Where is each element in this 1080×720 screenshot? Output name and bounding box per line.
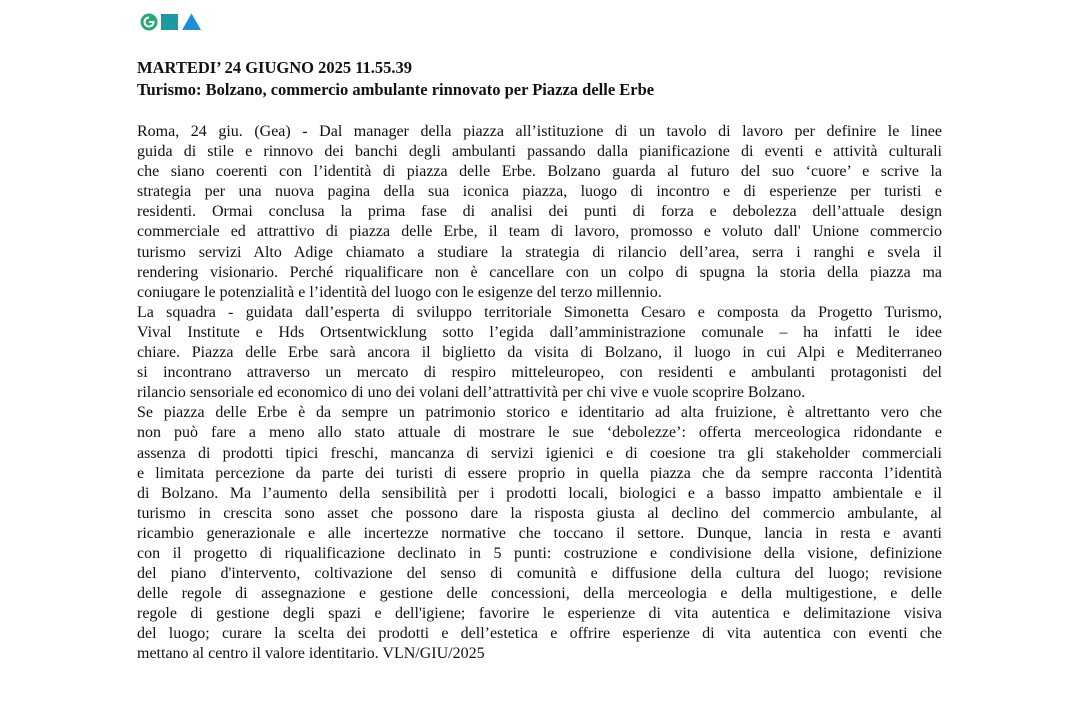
article-line: guida di stile e rinnovo dei banchi degli ambulanti passando dalla pianificazione di eventi e attività culturali — [137, 143, 942, 161]
article-line: Se piazza delle Erbe è da sempre un patrimonio storico e identitario ad alta fruizione, è altrettanto vero che — [137, 404, 942, 422]
article-line: turismo servizi Alto Adige chiamato a studiare la strategia di rilancio dell’area, serra i ranghi e svela il — [137, 243, 942, 261]
article-line: si incontrano attraverso un mercato di respiro mitteleuropeo, con residenti e ambulanti protagonisti del — [137, 364, 942, 382]
article-line: turismo in crescita sono asset che possono dare la risposta giusta al declino del commercio ambulante, al — [137, 504, 942, 522]
article-line: coniugare le potenzialità e l’identità del luogo con le esigenze del terzo millennio. — [137, 283, 662, 301]
gea-logo-icon — [140, 11, 204, 33]
article-line: di Bolzano. Ma l’aumento della sensibilità per i prodotti locali, biologici e a basso impatto ambientale e il — [137, 484, 942, 502]
article-line: residenti. Ormai conclusa la prima fase di analisi dei punti di forza e debolezza dell’attuale design — [137, 203, 942, 221]
article-line: La squadra - guidata dall’esperta di sviluppo territoriale Simonetta Cesaro e composta da Progetto Turismo, — [137, 303, 942, 321]
article-line: del luogo; curare la scelta dei prodotti e dell’estetica e offrire esperienze di vita autentica con eventi che — [137, 625, 942, 643]
article-line: non può fare a meno allo stato attuale di mostrare le sue ‘debolezze’: offerta merceologica ridondante e — [137, 424, 942, 442]
article-body — [137, 122, 942, 665]
article-line: delle regole di assegnazione e gestione delle concessioni, della merceologia e della multigestione, e delle — [137, 585, 942, 603]
article-line: e limitata percezione da parte dei turisti di essere proprio in quella piazza che da sempre racconta l’identità — [137, 464, 942, 482]
article-line: mettano al centro il valore identitario. VLN/GIU/2025 — [137, 645, 485, 663]
article-line: Vival Institute e Hds Ortsentwicklung sotto l’egida dall’amministrazione comunale – ha infatti le idee — [137, 323, 942, 341]
article-line: con il progetto di riqualificazione declinato in 5 punti: costruzione e condivisione della visione, definizione — [137, 544, 942, 562]
article-line: rendering visionario. Perché riqualificare non è cancellare con un colpo di spugna la storia della piazza ma — [137, 263, 942, 281]
article-line: del piano d'intervento, coltivazione del senso di comunità e diffusione della cultura del luogo; revisione — [137, 565, 942, 583]
article-line: Roma, 24 giu. (Gea) - Dal manager della piazza all’istituzione di un tavolo di lavoro per definire le linee — [137, 123, 942, 140]
article-line: regole di gestione degli spazi e dell'igiene; favorire le esperienze di vita autentica e delimitazione visiva — [137, 605, 942, 623]
article-line: rilancio sensoriale ed economico di uno dei volani dell’attrattività per chi vive e vuole scoprire Bolzano. — [137, 384, 806, 402]
article-line: che siano coerenti con l’identità di piazza delle Erbe. Bolzano guarda al futuro del suo ‘cuore’ e scrive la — [137, 163, 942, 181]
article-line: chiare. Piazza delle Erbe sarà ancora il biglietto da visita di Bolzano, il luogo in cui Alpi e Mediterraneo — [137, 344, 942, 362]
article-line: assenza di prodotti tipici freschi, mancanza di servizi igienici e di coesione tra gli stakeholder commerciali — [137, 444, 942, 462]
article-line: ricambio generazionale e alle incertezze normative che toccano il settore. Dunque, lancia in resta e avanti — [137, 524, 942, 542]
article-headline: Turismo: Bolzano, commercio ambulante rinnovato per Piazza delle Erbe — [137, 80, 655, 99]
article-header — [137, 57, 957, 101]
article-line: strategia per una nuova pagina della sua iconica piazza, luogo di incontro e di esperienze per turisti e — [137, 183, 942, 201]
article-line: commerciale ed attrattivo di piazza delle Erbe, il team di lavoro, promosso e voluto dall' Unione commercio — [137, 223, 942, 241]
article-datetime: MARTEDI’ 24 GIUGNO 2025 11.55.39 — [137, 58, 413, 77]
